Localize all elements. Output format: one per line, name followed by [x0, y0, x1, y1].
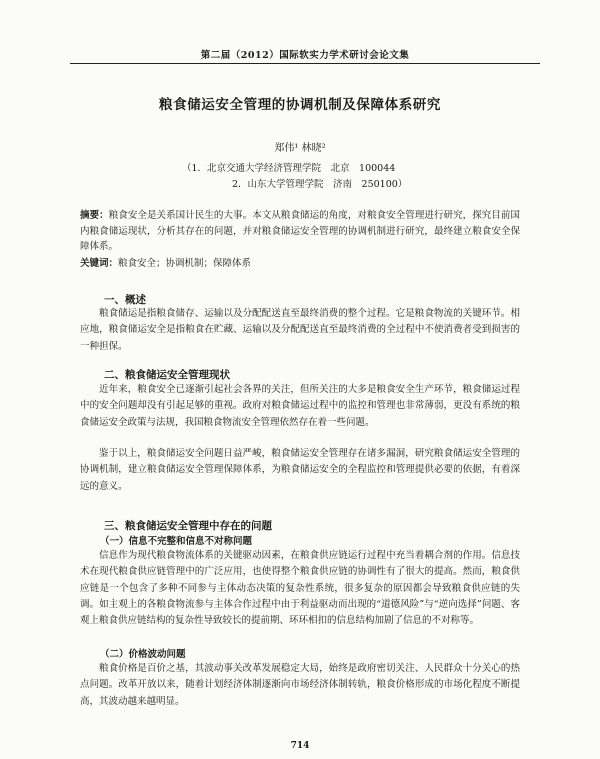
affiliation-2: 2．山东大学管理学院 济南 250100） [232, 179, 408, 190]
keywords-text: 粮食安全；协调机制；保障体系 [118, 258, 252, 269]
abstract-label: 摘要： [80, 210, 109, 221]
authors: 郑伟¹ 林晓² [274, 143, 326, 154]
section-3-subheading-2: （二）价格波动问题 [100, 649, 186, 660]
section-3-paragraph-2: 粮食价格是百价之基，其波动事关改革发展稳定大局，始终是政府密切关注、人民群众十分关心的热点问题。改革开放以来，随着计划经济体制逐渐向市场经济体制转轨，粮食价格形成的市场化程度不断提高，其波动越来越明显。 [80, 663, 520, 707]
section-1-paragraph: 粮食储运是指粮食储存、运输以及分配配送直至最终消费的整个过程。它是粮食物流的关键环节。相应地，粮食储运安全是指粮食在贮藏、运输以及分配配送直至最终消费的全过程中不使消费者受到损害的一种担保。 [80, 308, 520, 352]
section-3-subheading-1: （一）信息不完整和信息不对称问题 [100, 536, 253, 547]
section-3-heading: 三、粮食储运安全管理中存在的问题 [104, 520, 272, 532]
paper-title: 粮食储运安全管理的协调机制及保障体系研究 [159, 97, 441, 113]
abstract-text: 粮食安全是关系国计民生的大事。本文从粮食储运的角度，对粮食安全管理进行研究，探究目前国内粮食储运现状，分析其存在的问题，并对粮食储运安全管理的协调机制进行研究，最终建立粮食安全保障体系。 [80, 210, 520, 252]
section-3-paragraph-1: 信息作为现代粮食物流体系的关键驱动因素，在粮食供应链运行过程中充当着耦合剂的作用。信息技术在现代粮食供应链管理中的广泛应用，也使得整个粮食供应链的协调性有了很大的提高。然而，粮食供应链是一个包含了多种不同参与主体动态决策的复杂性系统，很多复杂的原因都会导致粮食供应链的失调。如主观上的各粮食物流参与主体合作过程中由于利益驱动而出现的“道德风险”与“逆向选择”问题、客观上粮食供应链结构的复杂性导致较长的提前期、环环相扣的信息结构加剧了信息的不对称等。 [80, 550, 520, 627]
section-2-paragraph-1: 近年来，粮食安全已逐渐引起社会各界的关注，但所关注的大多是粮食安全生产环节，粮食储运过程中的安全问题却没有引起足够的重视。政府对粮食储运过程中的监控和管理也非常薄弱，更没有系统的粮食储运安全政策与法规，我国粮食物流安全管理依然存在着一些问题。 [80, 384, 520, 428]
keywords [80, 256, 520, 272]
section-2-heading: 二、粮食储运安全管理现状 [104, 369, 230, 381]
section-2-paragraph-2: 鉴于以上，粮食储运安全问题日益严峻，粮食储运安全管理存在诸多漏洞，研究粮食储运安全管理的协调机制，建立粮食储运安全管理保障体系，为粮食储运安全的全程监控和管理提供必要的依据，有着深远的意义。 [80, 448, 520, 492]
running-header: 第二届（2012）国际软实力学术研讨会论文集 [200, 50, 410, 61]
page-number: 714 [290, 741, 310, 751]
abstract [80, 208, 520, 255]
section-1-heading: 一、概述 [104, 294, 146, 306]
keywords-label: 关键词： [80, 258, 119, 269]
header-rule [70, 63, 540, 64]
affiliation-1: （1．北京交通大学经济管理学院 北京 100044 [182, 163, 396, 174]
